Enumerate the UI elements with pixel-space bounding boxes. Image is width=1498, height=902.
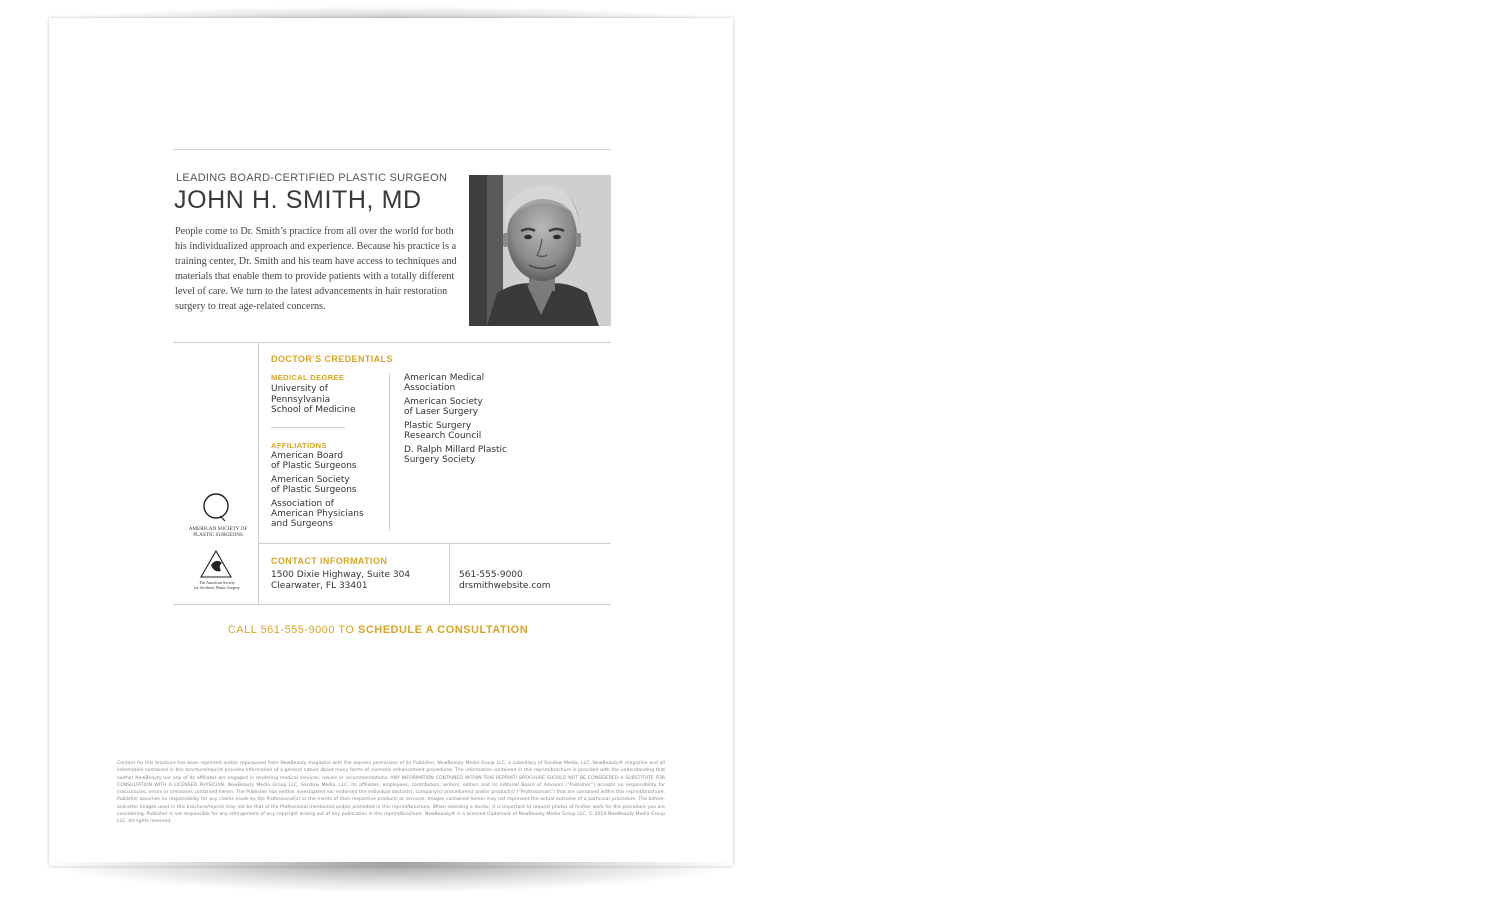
doctor-bio: People come to Dr. Smith’s practice from all over the world for both his individualized approach and experience. Because his practice is a training center, Dr. Smith and his team have access to techniques and materials that enable them to provide patients with a totally different level of care. We turn to the latest advancements in hair restoration surgery to treat age-related concerns. [175, 226, 457, 312]
credentials-top-divider [173, 342, 611, 343]
top-divider [173, 149, 611, 150]
contact-phone[interactable]: 561-555-9000 [459, 570, 523, 580]
asaps-logo-text-2: for Aesthetic Plastic Surgery [194, 585, 240, 590]
affiliation-item: Association [404, 383, 456, 393]
doctor-name: JOHN H. SMITH, MD [174, 186, 422, 214]
contact-address-line-1: 1500 Dixie Highway, Suite 304 [271, 570, 411, 580]
asaps-logo-mark [187, 549, 249, 591]
affiliation-item: American Society [271, 475, 350, 485]
affiliation-item: of Laser Surgery [404, 407, 479, 417]
affiliation-item: and Surgeons [271, 519, 333, 529]
affiliation-item: American Medical [404, 373, 485, 383]
doctor-portrait [469, 175, 611, 326]
affiliation-item: Association of [271, 499, 334, 509]
portrait-illustration [469, 175, 611, 326]
asps-logo [187, 492, 249, 538]
contact-column-divider [449, 543, 450, 604]
profile-eyebrow: LEADING BOARD-CERTIFIED PLASTIC SURGEON [176, 172, 448, 184]
affiliation-item: American Board [271, 451, 344, 461]
affiliation-item: Surgery Society [404, 455, 476, 465]
asps-logo-text-1: AMERICAN SOCIETY OF [188, 526, 248, 532]
contact-website[interactable]: drsmithwebsite.com [459, 581, 551, 591]
affiliation-item: American Society [404, 397, 483, 407]
affiliation-item: D. Ralph Millard Plastic [404, 445, 508, 455]
asaps-logo [187, 549, 249, 591]
page-shadow-bottom [48, 862, 734, 892]
legal-disclaimer: Content for this brochure has been reprinted and/or repurposed from NewBeauty magazine with the express permission of its Publisher, NewBeauty Media Group LLC, a subsidiary of Sandow Media, LLC. NewBeauty® magazine and all information contained in this brochure/reprint provides information of a general nature about many forms of cosmetic enhancement procedures. The information contained in this reprint/brochure is provided with the understanding that neither NewBeauty nor any of its affiliates are engaged in rendering medical services, advice or recommendations. ANY INFORMATION CONTAINED WITHIN THIS REPRINT/ BROCHURE SHOULD NOT BE CONSIDERED A SUBSTITUTE FOR CONSULTATION WITH A LICENSED PHYSICIAN. NewBeauty Media Group LLC, Sandow Media, LLC, its affiliates, employees, contributors, writers, editors and its Editorial Board of Advisors (“Publisher”) accepts no responsibility for inaccuracies, errors or omissions contained herein. The Publisher has neither investigated nor endorsed the individual doctor(s), company(s) procedure(s) and/or product(s) (“Professionals”) that are contained within this reprint/brochure. Publisher assumes no responsibility for any claims made by the Professional(s) or the merits of their respective products or services. Images contained herein may not represent the actual outcome of a particular procedure. The before-and-after images used in this brochure/reprint may not be that of the Professional mentioned and/or promoted in this reprint/brochure. When selecting a doctor, it is important to request photos of his/her work for the procedure you are considering. Publisher is not responsible for any infringement of any copyright arising out of any publication in this reprint/brochure. NewBeauty® is a licensed trademark of NewBeauty Media Group LLC. © 2014 NewBeauty Media Group LLC. All rights reserved. [117, 761, 665, 825]
medical-degree-label: MEDICAL DEGREE [271, 373, 345, 382]
medical-degree-line-3: School of Medicine [271, 405, 356, 415]
medical-degree-line-2: Pennsylvania [271, 394, 331, 405]
asps-logo-text-2: PLASTIC SURGEONS [193, 532, 243, 538]
cta-prefix: CALL 561-555-9000 TO [227, 624, 358, 636]
affiliations-label: AFFILIATIONS [271, 441, 327, 450]
asps-logo-mark [187, 492, 249, 538]
cta-emphasis: SCHEDULE A CONSULTATION [357, 624, 529, 636]
contact-title: CONTACT INFORMATION [271, 556, 388, 566]
credentials-title: DOCTOR’S CREDENTIALS [271, 354, 393, 364]
brochure-page [49, 18, 733, 866]
contact-top-divider [258, 543, 611, 544]
logo-column-divider [258, 342, 259, 604]
affiliation-item: of Plastic Surgeons [271, 485, 357, 495]
affiliation-item: Plastic Surgery [404, 421, 472, 431]
contact-address-line-2: Clearwater, FL 33401 [271, 581, 368, 591]
medical-degree-line-1: University of [271, 384, 328, 394]
credentials-column-divider [389, 373, 390, 531]
contact-bottom-divider [173, 604, 611, 605]
affiliation-item: Research Council [404, 431, 482, 441]
affiliation-item: American Physicians [271, 509, 364, 519]
degree-divider [271, 427, 345, 428]
call-to-action[interactable] [49, 624, 733, 636]
affiliation-item: of Plastic Surgeons [271, 461, 357, 471]
asaps-logo-text-1: The American Society [199, 580, 235, 585]
